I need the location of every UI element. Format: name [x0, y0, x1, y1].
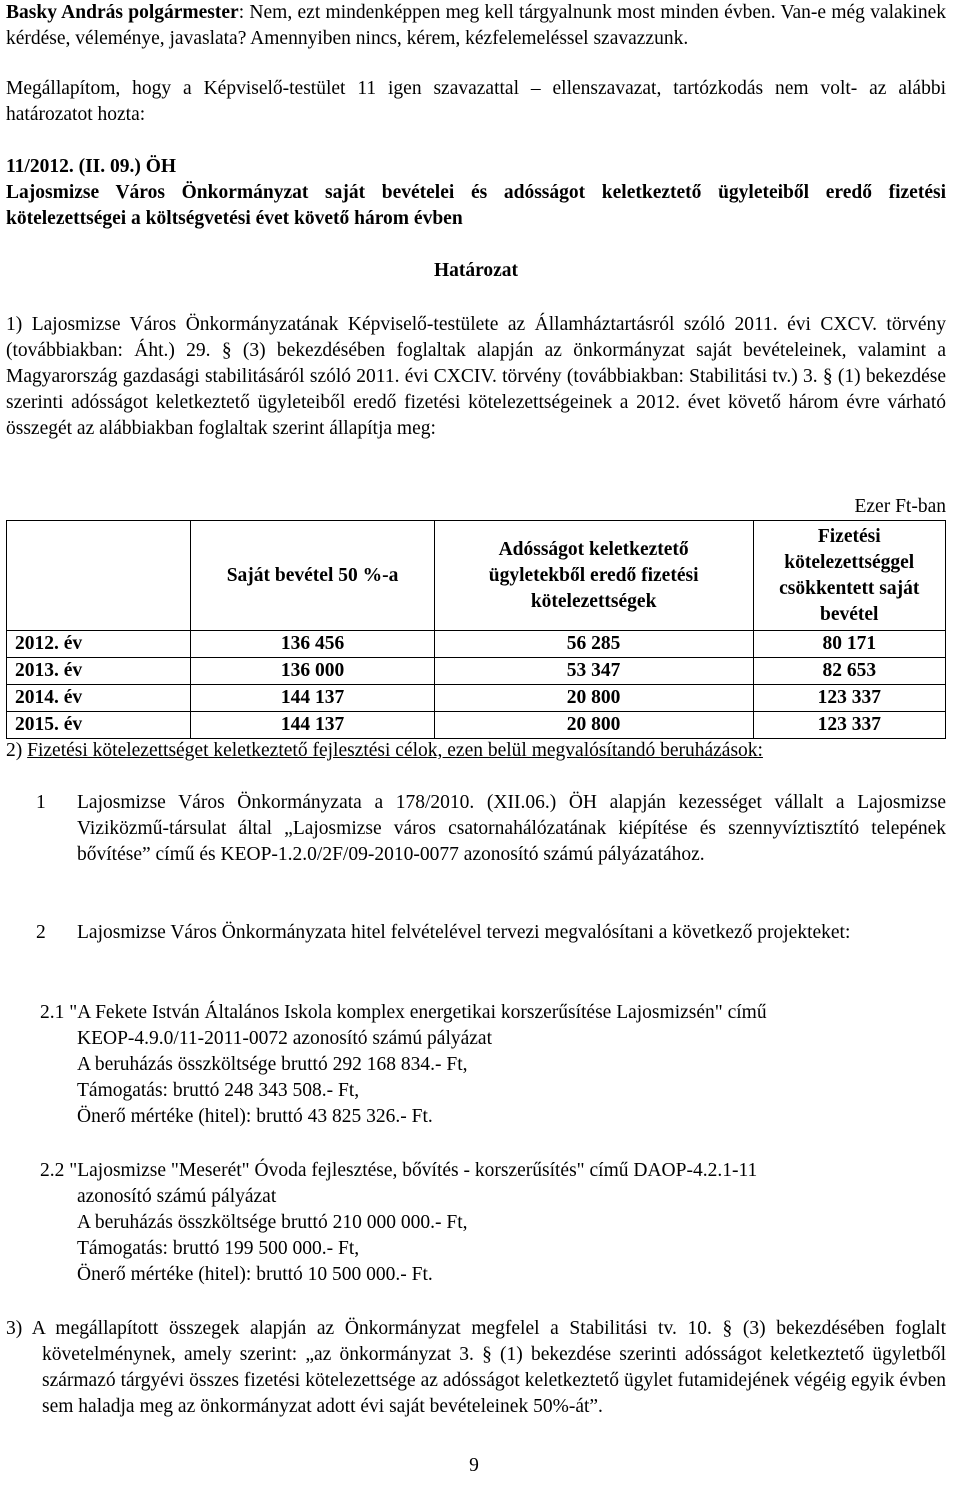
- table-header-cell: [7, 521, 191, 631]
- resolution-heading: Határozat: [433, 260, 519, 281]
- table-cell-year: 2014. év: [7, 685, 191, 712]
- page-number: 9: [469, 1455, 479, 1476]
- list-item-text: Lajosmizse Város Önkormányzata a 178/2010. (XII.06.) ÖH alapján kezességet vállalt a Lajosmizse Viziközmű-társulat által „Lajosmizse város csatornahálózatának kiépítése és szennyvíztisztító telepének bővítése” című és KEOP-1.2.0/2F/09-2010-0077 azonosító számú pályázatához.: [77, 792, 946, 865]
- point-2-heading: [6, 738, 946, 764]
- table-row: [7, 658, 946, 685]
- list-item: [6, 920, 946, 946]
- table-cell: 20 800: [434, 712, 753, 739]
- list-item: [6, 790, 946, 868]
- project-grant: Támogatás: bruttó 248 343 508.- Ft,: [77, 1080, 360, 1101]
- table-cell: 20 800: [434, 685, 753, 712]
- speaker-name: Basky András polgármester: [6, 2, 239, 23]
- table-cell-year: 2013. év: [7, 658, 191, 685]
- finance-table: [6, 520, 946, 739]
- table-cell: 82 653: [753, 658, 946, 685]
- table-row: [7, 631, 946, 658]
- table-cell: 136 000: [191, 658, 434, 685]
- project-title: 2.1 "A Fekete István Általános Iskola komplex energetikai korszerűsítése Lajosmizsén" című: [40, 1002, 767, 1023]
- table-header-cell: Fizetési kötelezettséggel csökkentett saját bevétel: [753, 521, 946, 631]
- project-total: A beruházás összköltsége bruttó 292 168 834.- Ft,: [77, 1054, 468, 1075]
- table-row: [7, 712, 946, 739]
- table-cell: 56 285: [434, 631, 753, 658]
- project-code: azonosító számú pályázat: [77, 1186, 277, 1207]
- project-total: A beruházás összköltsége bruttó 210 000 000.- Ft,: [77, 1212, 468, 1233]
- table-header-row: [7, 521, 946, 631]
- table-cell: 123 337: [753, 685, 946, 712]
- project-grant: Támogatás: bruttó 199 500 000.- Ft,: [77, 1238, 360, 1259]
- intro-paragraph: [6, 0, 946, 52]
- table-cell: 80 171: [753, 631, 946, 658]
- project-2-2: [40, 1158, 946, 1288]
- resolution-subject: Lajosmizse Város Önkormányzat saját bevételei és adósságot keletkeztető ügyleteiből eredő fizetési kötelezettségei a költségvetési évet követő három évben: [6, 182, 946, 229]
- point-1: 1) Lajosmizse Város Önkormányzatának Képviselő-testülete az Államháztartásról szóló 2011. évi CXCV. törvény (továbbiakban: Áht.) 29. § (3) bekezdésében foglaltak alapján az önkormányzat saját bevételeinek, valamint a Magyarország gazdasági stabilitásáról szóló 2011. évi CXCIV. törvény (továbbiakban: Stabilitási tv.) 3. § (1) bekezdése szerinti adósságot keletkeztető ügyleteiből eredő fizetési kötelezettségeinek a 2012. évet követő három évre várható összegét az alábbiakban foglaltak szerint állapítja meg:: [6, 314, 946, 439]
- table-cell-year: 2015. év: [7, 712, 191, 739]
- point-3: 3) A megállapított összegek alapján az Önkormányzat megfelel a Stabilitási tv. 10. § (3) bekezdésében foglalt követelménynek, amely szerint: „az önkormányzat 3. § (1) bekezdése szerinti adósságot keletkeztető ügyletből származó tárgyévi összes fizetési kötelezettsége az adósságot keletkeztető ügylet futamidejének végéig egyik évben sem haladja meg az önkormányzat adott évi saját bevételeinek 50%-át”.: [6, 1318, 946, 1417]
- table-cell-year: 2012. év: [7, 631, 191, 658]
- vote-result: Megállapítom, hogy a Képviselő-testület 11 igen szavazattal – ellenszavazat, tartózkodás nem volt- az alábbi határozatot hozta:: [6, 78, 946, 125]
- table-row: [7, 685, 946, 712]
- table-cell: 144 137: [191, 685, 434, 712]
- project-code: KEOP-4.9.0/11-2011-0072 azonosító számú pályázat: [77, 1028, 493, 1049]
- project-own: Önerő mértéke (hitel): bruttó 43 825 326.- Ft.: [77, 1106, 433, 1127]
- point-2-title: Fizetési kötelezettséget keletkeztető fejlesztési célok, ezen belül megvalósítandó beruházások:: [27, 740, 763, 761]
- table-cell: 123 337: [753, 712, 946, 739]
- resolution-number: 11/2012. (II. 09.) ÖH: [6, 156, 177, 177]
- table-cell: 136 456: [191, 631, 434, 658]
- table-cell: 53 347: [434, 658, 753, 685]
- point-2-number: 2): [6, 740, 28, 761]
- list-item-number: 2: [36, 922, 46, 943]
- project-own: Önerő mértéke (hitel): bruttó 10 500 000.- Ft.: [77, 1264, 433, 1285]
- list-item-text: Lajosmizse Város Önkormányzata hitel felvételével tervezi megvalósítani a következő projekteket:: [77, 922, 851, 943]
- table-unit: Ezer Ft-ban: [854, 496, 946, 517]
- table-cell: 144 137: [191, 712, 434, 739]
- project-title: 2.2 "Lajosmizse "Meserét" Óvoda fejlesztése, bővítés - korszerűsítés" című DAOP-4.2.1-11: [40, 1160, 758, 1181]
- table-header-cell: Adósságot keletkeztető ügyletekből eredő fizetési kötelezettségek: [434, 521, 753, 631]
- project-2-1: [40, 1000, 946, 1130]
- list-item-number: 1: [36, 792, 46, 813]
- speaker-text: : Nem, ezt mindenképpen meg kell tárgyalnunk most minden évben. Van-e még valakinek kérdése, véleménye, javaslata? Amennyiben nincs, kérem, kézfelemeléssel szavazzunk.: [6, 2, 947, 49]
- table-header-cell: Saját bevétel 50 %-a: [191, 521, 434, 631]
